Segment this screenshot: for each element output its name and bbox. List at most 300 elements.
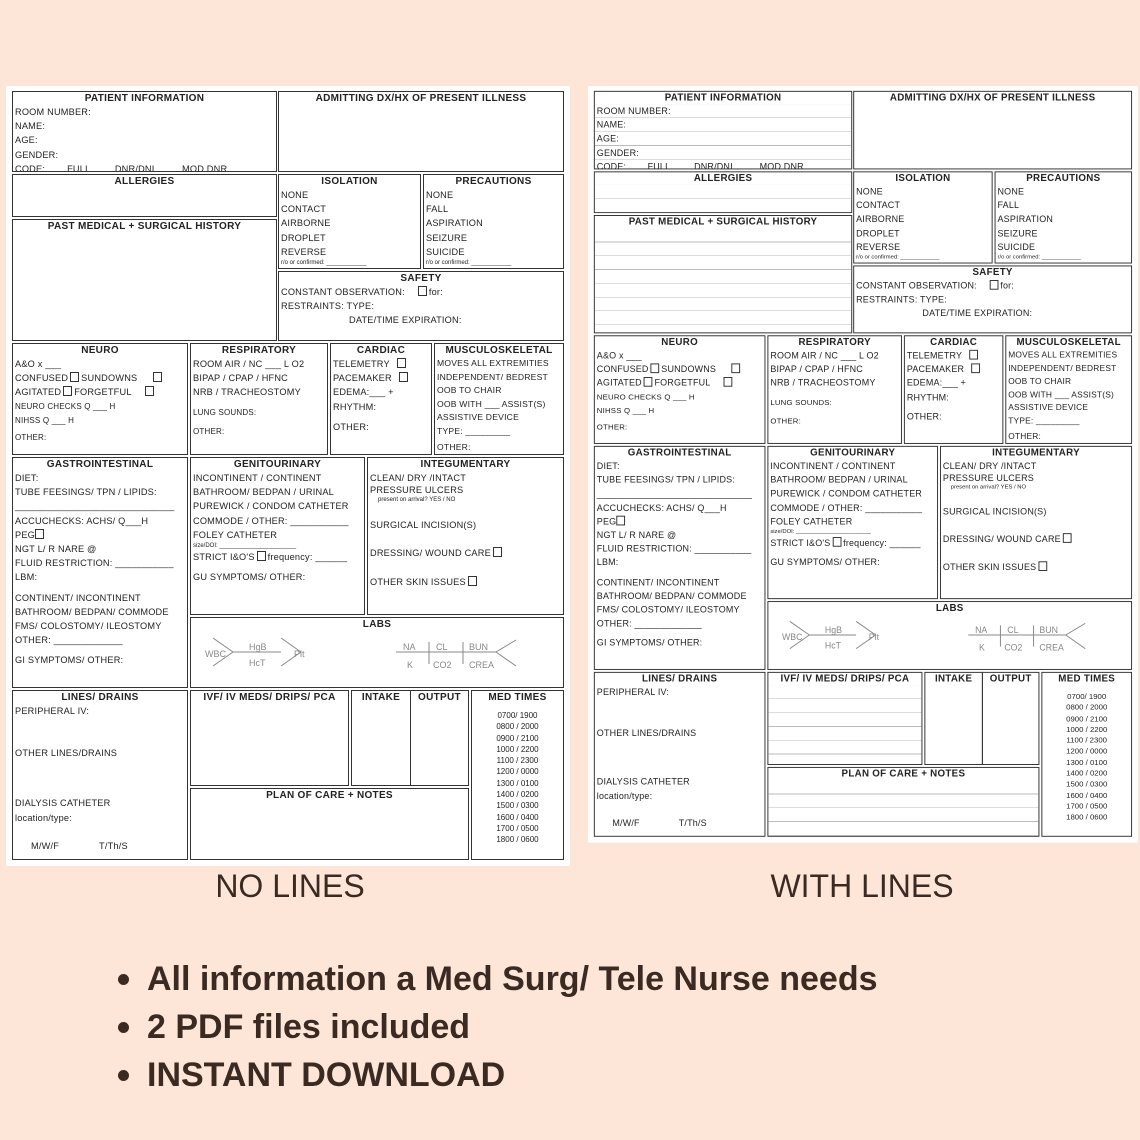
ngt-label: NGT L/ R NARE @: [15, 544, 97, 555]
feature-item: [118, 1003, 878, 1051]
output-box: [982, 672, 1040, 765]
bathroom-label: BATHROOM/ BEDPAN/ COMMODE: [596, 591, 747, 601]
pacemaker-label: PACEMAKER: [906, 364, 965, 375]
lab-co2: CO2: [1004, 642, 1023, 653]
patient-information-box: [12, 91, 277, 172]
med-times-box: [1041, 672, 1132, 837]
date-expiration-label: DATE/TIME EXPIRATION:: [922, 308, 1033, 319]
isolation-airborne: AIRBORNE: [281, 218, 331, 229]
fms-label: FMS/ COLOSTOMY/ ILEOSTOMY: [15, 621, 162, 632]
continent-label: CONTINENT/ INCONTINENT: [15, 592, 141, 603]
med-time-row: 0900 / 2100: [1066, 714, 1108, 723]
strict-io-label: STRICT I&O'S: [770, 538, 831, 548]
gi-symptoms-label: GI SYMPTOMS/ OTHER:: [596, 638, 703, 649]
confused-checkbox[interactable]: [651, 364, 660, 374]
allergies-title: ALLERGIES: [114, 176, 175, 187]
clean-dry-label: CLEAN/ DRY /INTACT: [942, 461, 1037, 472]
location-type-label: location/type:: [15, 812, 72, 823]
other-skin-checkbox[interactable]: [468, 576, 477, 586]
respiratory-other-label: OTHER:: [193, 426, 225, 436]
labs-fishbone: [191, 632, 563, 687]
isolation-droplet: DROPLET: [856, 228, 900, 238]
precautions-title: PRECAUTIONS: [1026, 173, 1101, 184]
ivf-title: IVF/ IV MEDS/ DRIPS/ PCA: [780, 673, 910, 685]
lab-crea: CREA: [1039, 642, 1064, 653]
lines-drains-title: LINES/ DRAINS: [61, 692, 139, 703]
isolation-contact: CONTACT: [281, 204, 327, 215]
lab-plt: Plt: [868, 632, 880, 642]
rhythm-label: RHYTHM:: [906, 392, 950, 402]
code-label: CODE: FULL DNR/DNI MOD DNR: [596, 161, 804, 170]
assistive-device-label: ASSISTIVE DEVICE: [437, 412, 519, 423]
precautions-note: r/o or confirmed: ____________: [997, 254, 1081, 261]
purewick-label: PUREWICK / CONDOM CATHETER: [193, 501, 349, 512]
pacemaker-label: PACEMAKER: [333, 373, 392, 384]
allergies-title: ALLERGIES: [693, 173, 753, 184]
lab-k: K: [407, 660, 414, 670]
oob-chair-label: OOB TO CHAIR: [1008, 376, 1072, 386]
gi-other-label: OTHER: _____________: [15, 635, 123, 646]
med-time-row: 1000 / 2200: [1066, 725, 1108, 734]
output-title: OUTPUT: [418, 692, 461, 703]
safety-title: SAFETY: [400, 273, 442, 284]
pacemaker-checkbox[interactable]: [971, 364, 980, 374]
moves-all-label: MOVES ALL EXTREMITIES: [1008, 349, 1118, 360]
lung-sounds-label: LUNG SOUNDS:: [193, 407, 257, 417]
tube-feedings-label: TUBE FEESINGS/ TPN / LIPIDS:: [15, 487, 157, 498]
lab-cl: CL: [436, 642, 448, 652]
date-expiration-label: DATE/TIME EXPIRATION:: [349, 315, 462, 326]
surgical-incision-label: SURGICAL INCISION(S): [942, 507, 1047, 517]
agitated-checkbox[interactable]: [644, 377, 653, 387]
neuro-box: [594, 335, 766, 444]
code-label: CODE: FULL DNR/DNI MOD DNR: [15, 163, 228, 172]
pressure-ulcers-label: PRESSURE ULCERS: [942, 473, 1034, 483]
precaution-fall: FALL: [426, 204, 449, 215]
intake-box: [924, 672, 983, 765]
labs-box: [767, 601, 1132, 670]
gastrointestinal-box: [594, 446, 766, 670]
feature-text: All information a Med Surg/ Tele Nurse needs: [147, 960, 878, 998]
isolation-airborne: AIRBORNE: [856, 214, 905, 225]
precaution-aspiration: ASPIRATION: [997, 214, 1054, 225]
strict-io-checkbox[interactable]: [832, 537, 841, 547]
isolation-contact: CONTACT: [856, 200, 901, 211]
med-time-row: 0700/ 1900: [1067, 692, 1107, 701]
lbm-label: LBM:: [15, 572, 38, 583]
ivf-box: [767, 672, 922, 765]
precaution-suicide: SUICIDE: [997, 241, 1036, 252]
frequency-label: frequency: ______: [267, 552, 348, 563]
plan-of-care-box: [767, 767, 1039, 837]
agitated-checkbox[interactable]: [63, 386, 72, 396]
med-time-row: 1800 / 0600: [496, 835, 539, 845]
pressure-ulcers-note: present on arrival? YES / NO: [950, 484, 1027, 491]
caption-no-lines: NO LINES: [215, 868, 365, 904]
plan-of-care-box: [190, 788, 469, 860]
lab-wbc: WBC: [205, 649, 226, 659]
oob-assist-label: OOB WITH ___ ASSIST(S): [437, 398, 546, 409]
gender-label: GENDER:: [15, 149, 59, 160]
cardiac-title: CARDIAC: [356, 345, 406, 356]
foley-size-label: size/DOI: _______________________: [770, 529, 871, 536]
mwf-label: M/W/F: [31, 840, 60, 851]
peg-label: PEG: [596, 516, 617, 527]
lab-k: K: [978, 642, 985, 653]
accuchecks-label: ACCUCHECKS: ACHS/ Q___H: [15, 515, 149, 526]
constant-observation-checkbox[interactable]: [990, 280, 999, 290]
precaution-fall: FALL: [997, 200, 1020, 211]
confused-checkbox[interactable]: [70, 372, 79, 382]
med-time-row: 1300 / 0100: [1066, 757, 1108, 767]
agitated-label: AGITATED: [596, 378, 642, 389]
plan-of-care-title: PLAN OF CARE + NOTES: [266, 790, 393, 801]
dressing-label: DRESSING/ WOUND CARE: [942, 534, 1061, 545]
bullet-icon: [118, 1070, 129, 1081]
gu-symptoms-label: GU SYMPTOMS/ OTHER:: [193, 572, 306, 583]
other-skin-label: OTHER SKIN ISSUES: [370, 576, 466, 587]
musculoskeletal-title: MUSCULOSKELETAL: [1016, 337, 1121, 348]
isolation-reverse: REVERSE: [856, 241, 901, 252]
med-times-title: MED TIMES: [1058, 673, 1116, 685]
med-time-row: 1200 / 0000: [496, 767, 539, 777]
precaution-suicide: SUICIDE: [426, 246, 465, 257]
med-time-row: 0800 / 2000: [1066, 703, 1108, 712]
forgetful-label: FORGETFUL: [654, 378, 711, 389]
diet-label: DIET:: [596, 461, 620, 472]
labs-title: LABS: [362, 619, 392, 630]
respiratory-title: RESPIRATORY: [221, 345, 297, 356]
safety-for-label: for:: [1000, 280, 1014, 291]
commode-label: COMMODE / OTHER: ___________: [193, 515, 349, 526]
foley-size-label: size/DOI: _______________________: [193, 543, 297, 550]
med-time-row: 1700 / 0500: [496, 823, 539, 833]
ivf-title: IVF/ IV MEDS/ DRIPS/ PCA: [203, 692, 336, 703]
sundowns-checkbox[interactable]: [731, 364, 740, 374]
frequency-label: frequency: ______: [843, 538, 921, 548]
incontinent-label: INCONTINENT / CONTINENT: [193, 473, 322, 483]
allergies-box: [12, 174, 277, 217]
fluid-restriction-label: FLUID RESTRICTION: ___________: [596, 544, 752, 554]
dressing-checkbox[interactable]: [1063, 534, 1072, 544]
cardiac-other-label: OTHER:: [333, 421, 369, 432]
med-time-row: 1200 / 0000: [1066, 747, 1108, 756]
pacemaker-checkbox[interactable]: [399, 372, 408, 382]
peripheral-iv-label: PERIPHERAL IV:: [15, 706, 90, 716]
lines-drains-box: [12, 690, 188, 860]
gastrointestinal-title: GASTROINTESTINAL: [46, 459, 154, 470]
other-skin-checkbox[interactable]: [1038, 561, 1047, 571]
med-time-row: 0700/ 1900: [497, 711, 538, 720]
tube-feedings-line: ______________________________: [15, 501, 175, 512]
cardiac-box: [330, 343, 432, 455]
dialysis-catheter-label: DIALYSIS CATHETER: [596, 777, 690, 787]
incontinent-label: INCONTINENT / CONTINENT: [770, 461, 896, 472]
med-time-row: 1800 / 0600: [1066, 812, 1108, 822]
agitated-label: AGITATED: [15, 387, 62, 398]
labs-box: [190, 617, 564, 688]
gender-label: GENDER:: [596, 147, 639, 158]
patient-information-title: PATIENT INFORMATION: [84, 93, 205, 104]
pressure-ulcers-label: PRESSURE ULCERS: [370, 485, 464, 496]
precautions-box: [995, 171, 1132, 263]
telemetry-checkbox[interactable]: [397, 358, 406, 368]
lbm-label: LBM:: [596, 557, 619, 568]
nihss-label: NIHSS Q ___ H: [15, 415, 75, 425]
pmh-title: PAST MEDICAL + SURGICAL HISTORY: [47, 221, 242, 232]
room-number-label: ROOM NUMBER:: [15, 107, 91, 117]
ao-label: A&O x ___: [15, 359, 62, 369]
pmh-box: [594, 215, 852, 333]
surgical-incision-label: SURGICAL INCISION(S): [370, 520, 477, 531]
isolation-note: r/o or confirmed: ____________: [856, 254, 940, 261]
precaution-seizure: SEIZURE: [426, 232, 468, 243]
admitting-dx-title: ADMITTING DX/HX OF PRESENT ILLNESS: [315, 93, 527, 104]
lab-plt: Plt: [294, 649, 305, 659]
confused-label: CONFUSED: [596, 364, 649, 375]
cardiac-other-label: OTHER:: [906, 411, 942, 422]
isolation-none: NONE: [281, 190, 309, 200]
gastrointestinal-title: GASTROINTESTINAL: [627, 447, 732, 459]
med-time-row: 1400 / 0200: [496, 790, 539, 800]
ngt-label: NGT L/ R NARE @: [596, 530, 677, 540]
precaution-seizure: SEIZURE: [997, 228, 1038, 238]
commode-label: COMMODE / OTHER: ___________: [770, 502, 923, 513]
med-time-row: 1500 / 0300: [496, 801, 539, 811]
name-label: NAME:: [15, 121, 46, 132]
strict-io-checkbox[interactable]: [257, 551, 266, 561]
respiratory-box: [190, 343, 328, 455]
lab-bun: BUN: [469, 642, 489, 652]
name-label: NAME:: [596, 120, 627, 130]
bipap-label: BIPAP / CPAP / HFNC: [193, 373, 289, 384]
respiratory-title: RESPIRATORY: [798, 337, 871, 348]
isolation-droplet: DROPLET: [281, 232, 326, 243]
labs-fishbone: [768, 616, 1131, 669]
neuro-other-label: OTHER:: [596, 422, 628, 432]
oob-assist-label: OOB WITH ___ ASSIST(S): [1008, 389, 1115, 400]
integumentary-box: [940, 446, 1132, 599]
feature-list: [118, 955, 878, 1099]
edema-label: EDEMA:___ +: [906, 378, 966, 389]
musculo-other-label: OTHER:: [437, 441, 471, 452]
form-sheet-no-lines: [6, 86, 570, 866]
other-lines-label: OTHER LINES/DRAINS: [15, 748, 118, 759]
form-sheet-with-lines: [588, 86, 1138, 843]
continent-label: CONTINENT/ INCONTINENT: [596, 577, 720, 588]
med-times-title: MED TIMES: [488, 692, 547, 703]
admitting-dx-box: [278, 91, 564, 172]
musculoskeletal-title: MUSCULOSKELETAL: [445, 345, 553, 356]
device-type-label: TYPE: _________: [1008, 415, 1080, 426]
foley-label: FOLEY CATHETER: [193, 529, 278, 540]
bipap-label: BIPAP / CPAP / HFNC: [770, 364, 863, 375]
isolation-title: ISOLATION: [321, 176, 378, 187]
med-time-row: 1000 / 2200: [496, 744, 539, 754]
neuro-checks-label: NEURO CHECKS Q ___ H: [596, 392, 695, 401]
forgetful-label: FORGETFUL: [74, 387, 132, 398]
bullet-icon: [118, 1022, 129, 1033]
fms-label: FMS/ COLOSTOMY/ ILEOSTOMY: [596, 604, 740, 615]
peg-label: PEG: [15, 529, 36, 540]
med-time-row: 1400 / 0200: [1066, 768, 1108, 778]
genitourinary-box: [190, 457, 365, 615]
forgetful-checkbox[interactable]: [145, 386, 154, 396]
neuro-title: NEURO: [661, 337, 698, 348]
gu-bathroom-label: BATHROOM/ BEDPAN / URINAL: [770, 475, 908, 485]
gastrointestinal-box: [12, 457, 188, 688]
pmh-title: PAST MEDICAL + SURGICAL HISTORY: [628, 216, 818, 228]
telemetry-label: TELEMETRY: [906, 350, 963, 361]
fluid-restriction-label: FLUID RESTRICTION: ___________: [15, 558, 174, 569]
restraints-label: RESTRAINTS: TYPE:: [856, 294, 947, 305]
lab-hct: HcT: [249, 658, 266, 668]
nihss-label: NIHSS Q ___ H: [596, 405, 655, 415]
respiratory-box: [767, 335, 902, 444]
med-time-row: 1300 / 0100: [496, 778, 539, 788]
lab-na: NA: [975, 625, 988, 636]
precautions-note: r/o or confirmed: ____________: [426, 260, 512, 267]
dressing-label: DRESSING/ WOUND CARE: [370, 548, 491, 559]
safety-box: [853, 265, 1132, 333]
peg-checkbox[interactable]: [35, 529, 44, 539]
tths-label: T/Th/S: [678, 818, 707, 828]
purewick-label: PUREWICK / CONDOM CATHETER: [770, 488, 923, 499]
room-number-label: ROOM NUMBER:: [596, 106, 671, 117]
lab-co2: CO2: [433, 660, 452, 670]
bathroom-label: BATHROOM/ BEDPAN/ COMMODE: [15, 606, 169, 617]
integumentary-box: [367, 457, 564, 615]
gi-symptoms-label: GI SYMPTOMS/ OTHER:: [15, 655, 124, 666]
tths-label: T/Th/S: [99, 840, 128, 851]
feature-text: 2 PDF files included: [147, 1008, 471, 1046]
foley-label: FOLEY CATHETER: [770, 516, 853, 527]
ao-label: A&O x ___: [596, 350, 642, 361]
neuro-checks-label: NEURO CHECKS Q ___ H: [15, 401, 116, 411]
precautions-box: [423, 174, 564, 269]
musculo-other-label: OTHER:: [1008, 430, 1042, 441]
strict-io-label: STRICT I&O'S: [193, 552, 255, 563]
device-type-label: TYPE: _________: [437, 425, 511, 436]
clean-dry-label: CLEAN/ DRY /INTACT: [370, 473, 467, 483]
sundowns-label: SUNDOWNS: [81, 373, 138, 384]
pressure-ulcers-note: present on arrival? YES / NO: [378, 497, 456, 504]
labs-title: LABS: [935, 603, 964, 614]
age-label: AGE:: [596, 133, 619, 144]
dialysis-catheter-label: DIALYSIS CATHETER: [15, 798, 111, 809]
isolation-none: NONE: [856, 186, 883, 197]
lab-hgb: HgB: [824, 625, 843, 636]
med-time-row: 1100 / 2300: [1066, 736, 1108, 745]
rhythm-label: RHYTHM:: [333, 401, 377, 412]
med-time-row: 0800 / 2000: [496, 722, 539, 732]
constant-observation-label: CONSTANT OBSERVATION:: [281, 287, 405, 297]
room-air-label: ROOM AIR / NC ___ L O2: [770, 350, 879, 361]
musculoskeletal-box: [434, 343, 564, 455]
edema-label: EDEMA:___ +: [333, 387, 394, 398]
med-time-row: 1600 / 0400: [1066, 790, 1108, 800]
peg-checkbox[interactable]: [616, 516, 625, 526]
cardiac-box: [904, 335, 1003, 444]
lines-drains-title: LINES/ DRAINS: [641, 673, 718, 685]
gu-symptoms-label: GU SYMPTOMS/ OTHER:: [770, 557, 880, 568]
tube-feedings-line: ______________________________: [596, 488, 753, 499]
med-time-row: 0900 / 2100: [496, 733, 539, 743]
lab-wbc: WBC: [782, 632, 803, 642]
feature-text: INSTANT DOWNLOAD: [147, 1056, 506, 1094]
isolation-box: [278, 174, 421, 269]
genitourinary-title: GENITOURINARY: [810, 447, 896, 459]
isolation-note: r/o or confirmed: ____________: [281, 260, 367, 267]
sundowns-checkbox[interactable]: [153, 372, 162, 382]
gu-bathroom-label: BATHROOM/ BEDPAN / URINAL: [193, 487, 334, 498]
telemetry-checkbox[interactable]: [970, 350, 979, 360]
constant-observation-checkbox[interactable]: [418, 286, 427, 296]
mwf-label: M/W/F: [612, 818, 640, 828]
lab-cl: CL: [1007, 625, 1019, 636]
room-air-label: ROOM AIR / NC ___ L O2: [193, 359, 305, 369]
precaution-none: NONE: [426, 190, 454, 200]
isolation-title: ISOLATION: [895, 173, 951, 184]
patient-information-title: PATIENT INFORMATION: [664, 92, 782, 104]
lab-bun: BUN: [1039, 625, 1058, 636]
lab-hgb: HgB: [249, 642, 267, 652]
safety-box: [278, 271, 564, 341]
telemetry-label: TELEMETRY: [333, 359, 390, 369]
plan-of-care-title: PLAN OF CARE + NOTES: [841, 768, 966, 780]
oob-chair-label: OOB TO CHAIR: [437, 385, 502, 396]
feature-item: [118, 1051, 878, 1099]
admitting-dx-title: ADMITTING DX/HX OF PRESENT ILLNESS: [889, 92, 1096, 104]
patient-information-box: [594, 91, 852, 170]
moves-all-label: MOVES ALL EXTREMITIES: [437, 358, 549, 368]
admitting-dx-box: [853, 91, 1132, 170]
med-times-box: [471, 690, 564, 860]
location-type-label: location/type:: [596, 790, 653, 801]
pmh-box: [12, 219, 277, 341]
accuchecks-label: ACCUCHECKS: ACHS/ Q___H: [596, 502, 727, 513]
genitourinary-box: [767, 446, 938, 599]
lab-na: NA: [403, 642, 416, 652]
neuro-title: NEURO: [81, 345, 119, 356]
med-time-row: 1700 / 0500: [1066, 801, 1108, 811]
feature-item: [118, 955, 878, 1003]
genitourinary-title: GENITOURINARY: [233, 459, 322, 470]
lab-hct: HcT: [824, 640, 842, 651]
med-time-row: 1600 / 0400: [496, 812, 539, 822]
lung-sounds-label: LUNG SOUNDS:: [770, 397, 833, 407]
peripheral-iv-label: PERIPHERAL IV:: [596, 687, 670, 698]
restraints-label: RESTRAINTS: TYPE:: [281, 301, 375, 312]
caption-with-lines: WITH LINES: [770, 868, 954, 904]
constant-observation-label: CONSTANT OBSERVATION:: [856, 280, 977, 291]
independent-label: INDEPENDENT/ BEDREST: [1008, 363, 1117, 373]
neuro-other-label: OTHER:: [15, 433, 47, 443]
musculoskeletal-box: [1005, 335, 1132, 444]
safety-for-label: for:: [428, 287, 443, 297]
respiratory-other-label: OTHER:: [770, 416, 801, 426]
tube-feedings-label: TUBE FEESINGS/ TPN / LIPIDS:: [596, 475, 735, 485]
precaution-aspiration: ASPIRATION: [426, 218, 483, 229]
lab-crea: CREA: [469, 660, 495, 670]
bullet-icon: [118, 974, 129, 985]
allergies-box: [594, 171, 852, 213]
dressing-checkbox[interactable]: [493, 547, 502, 557]
other-skin-label: OTHER SKIN ISSUES: [942, 561, 1037, 572]
forgetful-checkbox[interactable]: [723, 377, 732, 387]
assistive-device-label: ASSISTIVE DEVICE: [1008, 402, 1089, 413]
intake-title: INTAKE: [934, 673, 973, 685]
